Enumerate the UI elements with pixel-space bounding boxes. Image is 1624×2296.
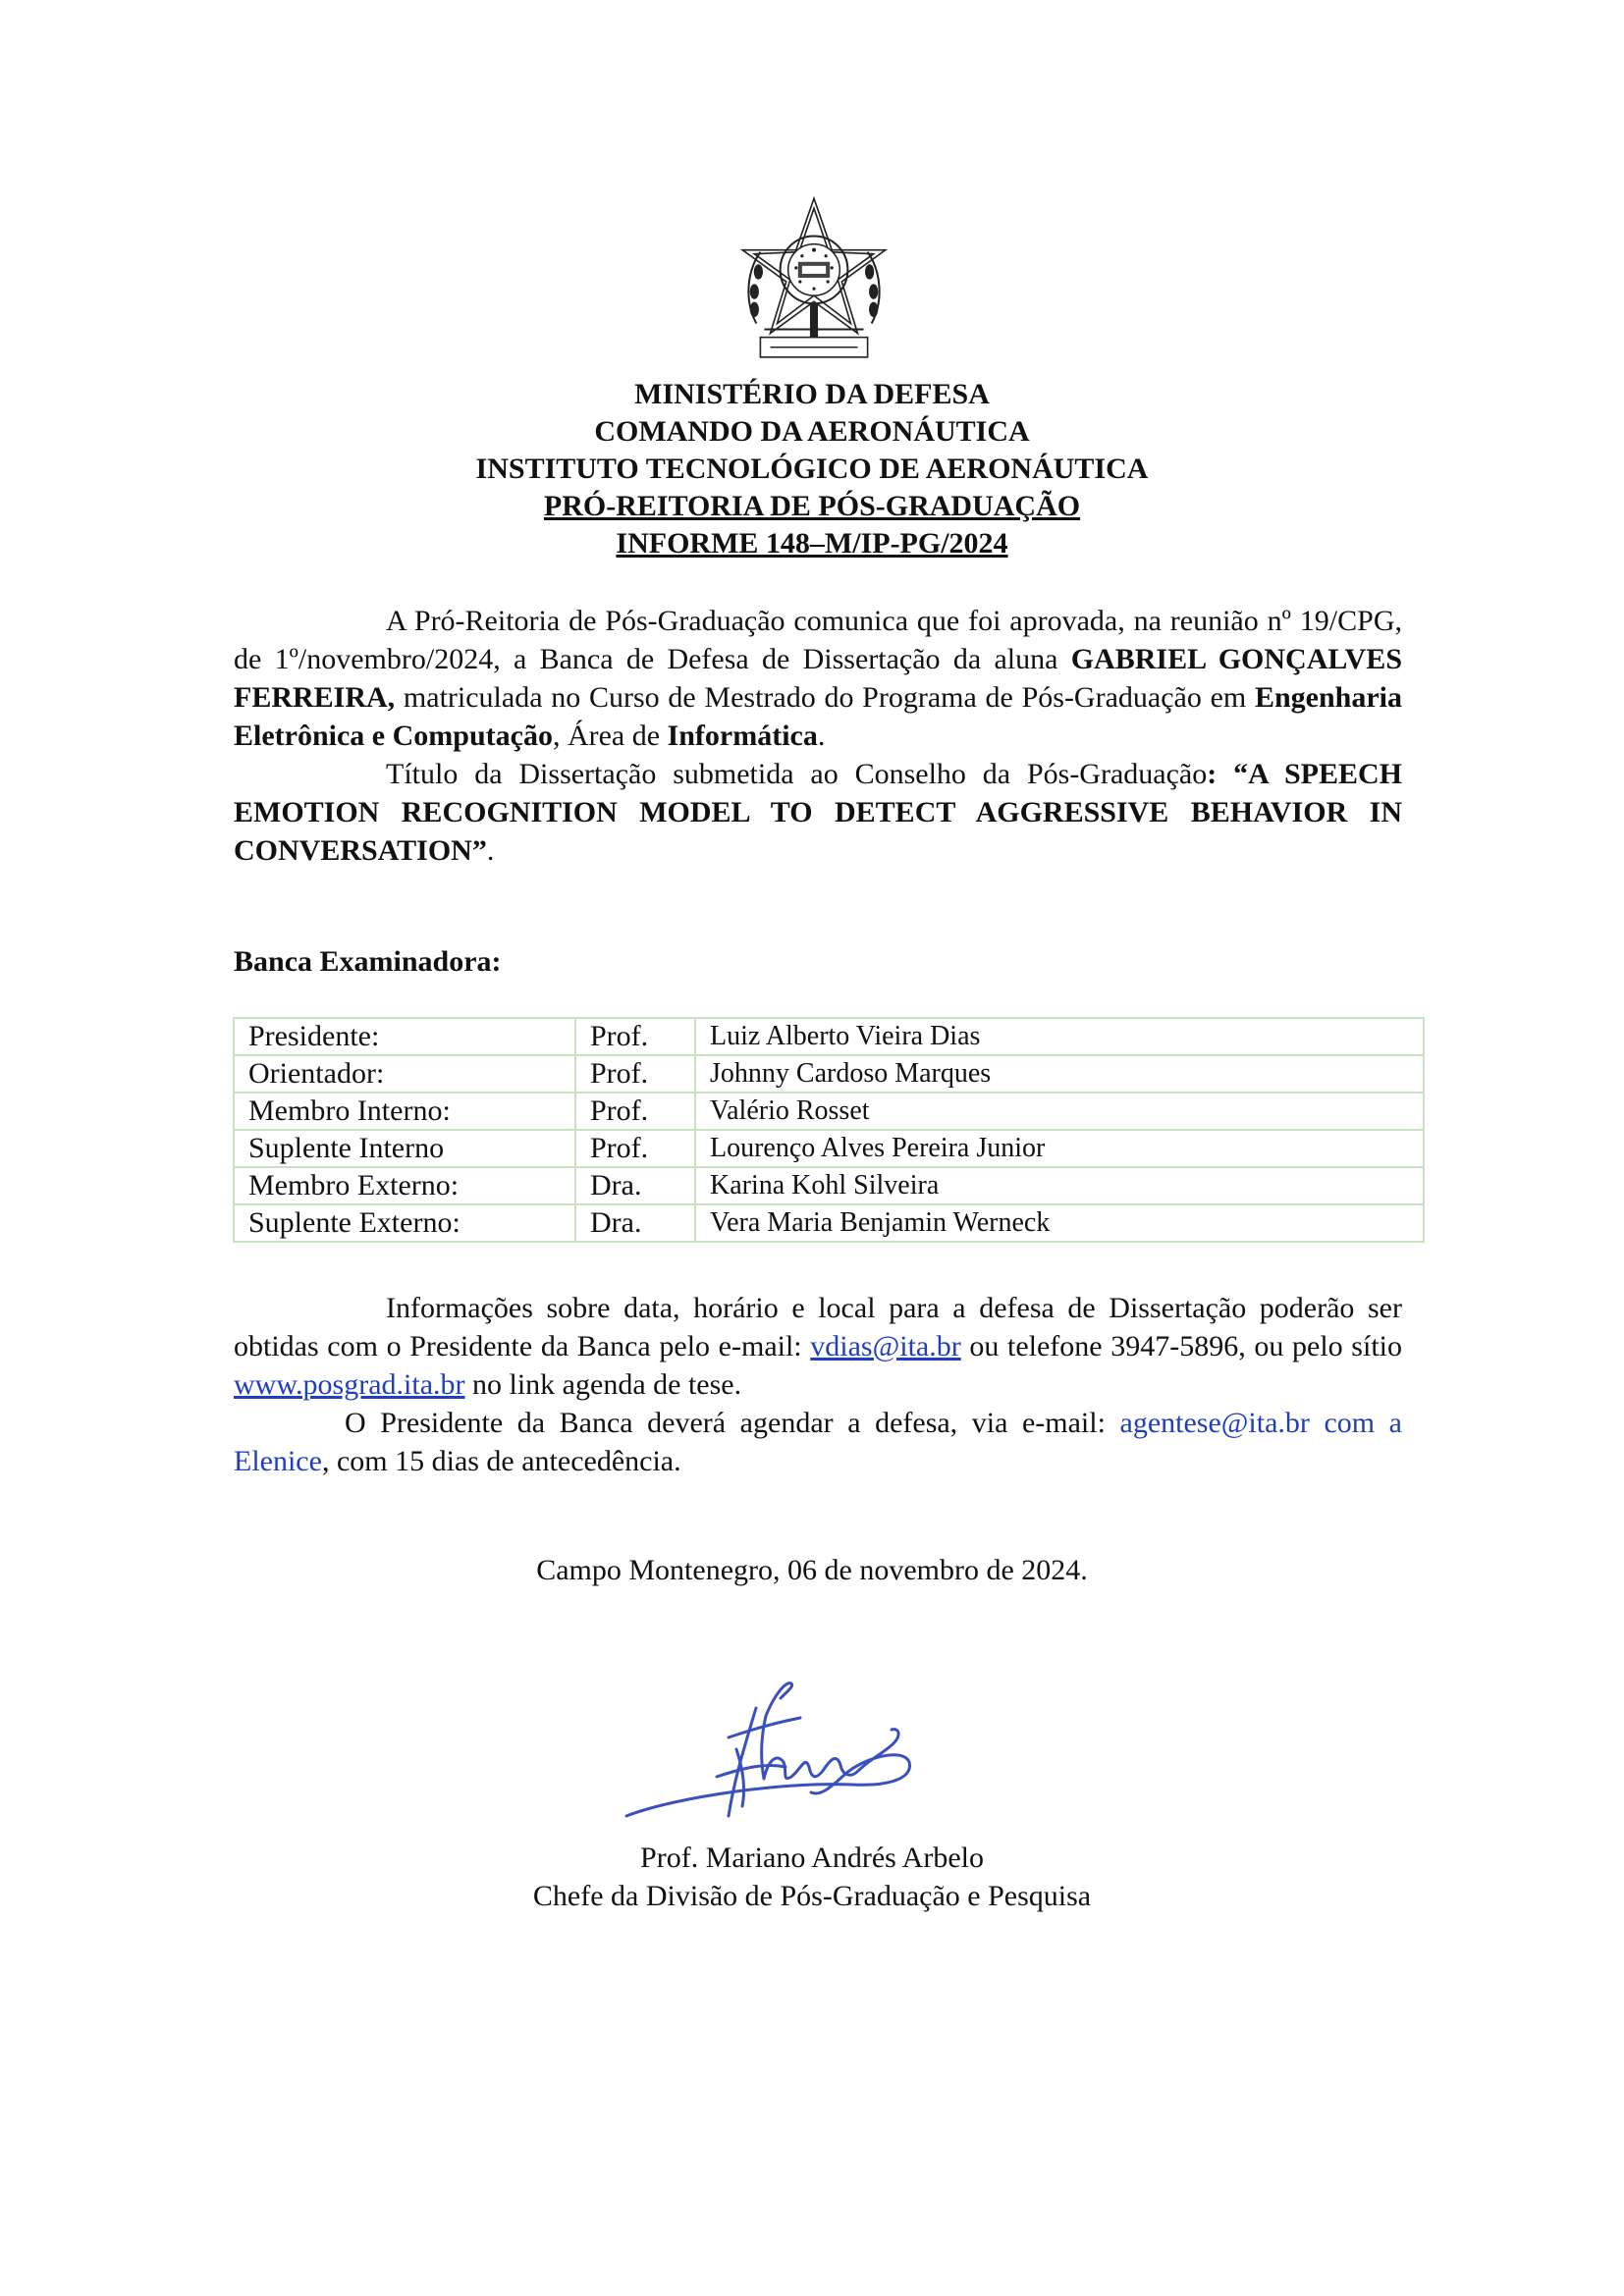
dissertation-title: : “A SPEECH EMOTION RECOGNITION MODEL TO DETECT AGGRESSIVE BEHAVIOR IN CONVERSATION”: [234, 758, 1403, 867]
board-row: [234, 1055, 1424, 1093]
info-text-a: Informações sobre data, horário e local para a defesa de Dissertação poderão ser obtidas com o Presidente da Banca pelo e-mail:: [234, 1292, 1402, 1362]
heading-institute: INSTITUTO TECNOLÓGICO DE AERONÁUTICA: [475, 453, 1149, 485]
coat-of-arms-seal: [734, 192, 893, 371]
board-role: Orientador:: [234, 1055, 575, 1093]
approval-text-c: , Área de: [552, 720, 668, 752]
title-paragraph: [234, 755, 1402, 870]
info-text-c: no link agenda de tese.: [464, 1368, 742, 1401]
approval-text-b: matriculada no Curso de Mestrado do Programa de Pós-Graduação em: [395, 681, 1255, 714]
approval-text-d: .: [817, 720, 826, 752]
president-email-link[interactable]: vdias@ita.br: [810, 1330, 961, 1362]
signer-name: Prof. Mariano Andrés Arbelo: [640, 1842, 984, 1874]
board-role: Membro Interno:: [234, 1093, 575, 1130]
board-member-name: Lourenço Alves Pereira Junior: [695, 1130, 1424, 1167]
board-role: Presidente:: [234, 1018, 575, 1055]
info-text-b: ou telefone 3947-5896, ou pelo sítio: [960, 1330, 1402, 1362]
heading-command: COMANDO DA AERONÁUTICA: [594, 415, 1030, 448]
heading-document-number: INFORME 148–M/IP-PG/2024: [616, 527, 1008, 560]
title-intro: Título da Dissertação submetida ao Conselho da Pós-Graduação: [386, 758, 1208, 790]
place-and-date: Campo Montenegro, 06 de novembro de 2024.: [536, 1554, 1088, 1586]
document-heading: [0, 376, 1624, 562]
info-paragraph: [234, 1289, 1402, 1404]
board-row: [234, 1018, 1424, 1055]
board-title: Dra.: [575, 1204, 695, 1242]
board-row: [234, 1093, 1424, 1130]
scheduling-text-a: O Presidente da Banca deverá agendar a defesa, via e-mail:: [345, 1407, 1120, 1439]
scheduling-text-b: , com 15 dias de antecedência.: [321, 1445, 681, 1477]
board-member-name: Karina Kohl Silveira: [695, 1167, 1424, 1204]
board-row: [234, 1167, 1424, 1204]
posgrad-site-link[interactable]: www.posgrad.ita.br: [234, 1368, 465, 1401]
title-end: .: [486, 834, 495, 867]
heading-department: PRÓ-REITORIA DE PÓS-GRADUAÇÃO: [543, 490, 1081, 522]
handwritten-signature: [619, 1669, 933, 1841]
examining-board-table: [233, 1017, 1425, 1243]
agenda-email-link[interactable]: agentese@ita.br com a Elenice: [234, 1407, 1402, 1477]
signer-block: [0, 1839, 1624, 1915]
board-member-name: Vera Maria Benjamin Werneck: [695, 1204, 1424, 1242]
board-member-name: Luiz Alberto Vieira Dias: [695, 1018, 1424, 1055]
board-role: Suplente Interno: [234, 1130, 575, 1167]
student-name: GABRIEL GONÇALVES FERREIRA,: [234, 643, 1403, 714]
board-title: Prof.: [575, 1093, 695, 1130]
approval-paragraph: [234, 602, 1402, 755]
approval-text-a: A Pró-Reitoria de Pós-Graduação comunica que foi aprovada, na reunião nº 19/CPG, de 1º/novembro/2024, a Banca de Defesa de Dissertação da aluna: [234, 605, 1402, 675]
board-title: Prof.: [575, 1130, 695, 1167]
board-role: Membro Externo:: [234, 1167, 575, 1204]
board-title: Dra.: [575, 1167, 695, 1204]
board-title: Prof.: [575, 1018, 695, 1055]
area-name: Informática: [667, 720, 818, 752]
board-role: Suplente Externo:: [234, 1204, 575, 1242]
heading-ministry: MINISTÉRIO DA DEFESA: [634, 378, 990, 410]
program-name: Engenharia Eletrônica e Computação: [234, 681, 1402, 752]
board-row: [234, 1204, 1424, 1242]
board-member-name: Valério Rosset: [695, 1093, 1424, 1130]
board-title: Prof.: [575, 1055, 695, 1093]
examining-board-heading: Banca Examinadora:: [234, 945, 502, 978]
board-member-name: Johnny Cardoso Marques: [695, 1055, 1424, 1093]
signer-role: Chefe da Divisão de Pós-Graduação e Pesquisa: [532, 1880, 1092, 1912]
scheduling-paragraph: [234, 1404, 1402, 1480]
board-row: [234, 1130, 1424, 1167]
